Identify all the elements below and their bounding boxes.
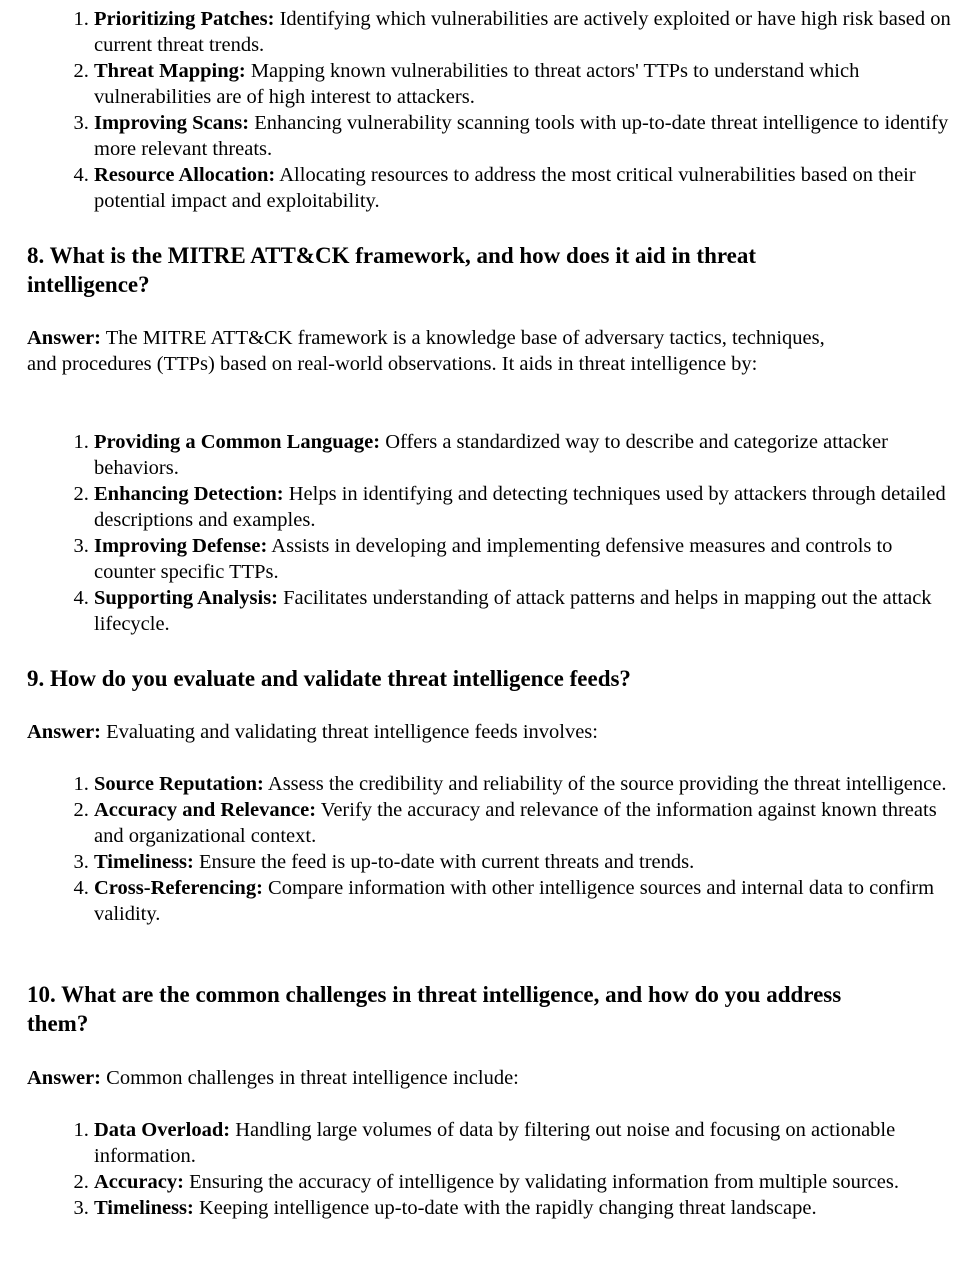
list-item-term: Improving Defense: [94, 535, 268, 557]
list-item [94, 162, 954, 214]
list-item [94, 1117, 954, 1169]
list-item-text: Mapping known vulnerabilities to threat actors' TTPs to understand which vulnerabilities are of high interest to attackers. [94, 60, 860, 108]
answer-label: Answer: [27, 1067, 102, 1089]
list-item-text: Assess the credibility and reliability of the source providing the threat intelligence. [263, 773, 947, 795]
list-item [94, 429, 954, 481]
question-9-list [27, 771, 954, 927]
answer-text: Common challenges in threat intelligence include: [101, 1067, 519, 1089]
list-item-term: Accuracy: [94, 1171, 184, 1193]
list-item-text: Allocating resources to address the most critical vulnerabilities based on their potential impact and exploitability. [94, 164, 916, 212]
list-item-term: Improving Scans: [94, 112, 250, 134]
list-item-text: Assists in developing and implementing defensive measures and controls to counter specific TTPs. [94, 535, 893, 583]
list-item-text: Ensure the feed is up-to-date with current threats and trends. [193, 851, 695, 873]
list-item-text: Ensuring the accuracy of intelligence by validating information from multiple sources. [183, 1171, 899, 1193]
list-item [94, 1195, 954, 1221]
list-item-text: Verify the accuracy and relevance of the information against known threats and organizational context. [94, 799, 937, 847]
list-item-text: Identifying which vulnerabilities are actively exploited or have high risk based on current threat trends. [94, 8, 951, 56]
question-8-list [27, 429, 954, 637]
list-item-term: Threat Mapping: [94, 60, 246, 82]
answer-text: The MITRE ATT&CK framework is a knowledge base of adversary tactics, techniques, and procedures (TTPs) based on real-world observations. It aids in threat intelligence by: [27, 327, 825, 375]
list-item-term: Accuracy and Relevance: [94, 799, 317, 821]
question-9-answer [27, 719, 907, 745]
list-item-term: Cross-Referencing: [94, 877, 263, 899]
list-item [94, 1169, 954, 1195]
list-item [94, 533, 954, 585]
list-item [94, 58, 954, 110]
list-item [94, 849, 954, 875]
list-item [94, 797, 954, 849]
list-item [94, 875, 954, 927]
list-item-term: Prioritizing Patches: [94, 8, 275, 30]
list-item-text: Compare information with other intelligence sources and internal data to confirm validity. [94, 877, 935, 925]
list-item-text: Handling large volumes of data by filtering out noise and focusing on actionable information. [94, 1119, 896, 1167]
list-item-term: Resource Allocation: [94, 164, 276, 186]
list-item [94, 771, 954, 797]
list-item-term: Supporting Analysis: [94, 587, 278, 609]
list-item-text: Keeping intelligence up-to-date with the rapidly changing threat landscape. [193, 1197, 817, 1219]
list-item-text: Facilitates understanding of attack patterns and helps in mapping out the attack lifecycle. [94, 587, 932, 635]
question-10-list [27, 1117, 954, 1221]
list-item [94, 110, 954, 162]
list-item [94, 585, 954, 637]
list-item-term: Data Overload: [94, 1119, 231, 1141]
list-item-text: Enhancing vulnerability scanning tools with up-to-date threat intelligence to identify more relevant threats. [94, 112, 949, 160]
list-item-text: Helps in identifying and detecting techniques used by attackers through detailed descriptions and examples. [94, 483, 946, 531]
answer-label: Answer: [27, 721, 102, 743]
list-item-term: Providing a Common Language: [94, 431, 381, 453]
answer-label: Answer: [27, 327, 102, 349]
list-item-term: Source Reputation: [94, 773, 264, 795]
list-item-term: Timeliness: [94, 851, 194, 873]
question-8-answer [27, 325, 827, 377]
answer-text: Evaluating and validating threat intelligence feeds involves: [101, 721, 598, 743]
list-item [94, 6, 954, 58]
top-list [27, 6, 954, 214]
question-9-heading: 9. How do you evaluate and validate threat intelligence feeds? [27, 666, 631, 691]
list-item-term: Enhancing Detection: [94, 483, 284, 505]
question-10-answer [27, 1065, 907, 1091]
list-item-text: Offers a standardized way to describe and categorize attacker behaviors. [94, 431, 888, 479]
list-item-term: Timeliness: [94, 1197, 194, 1219]
list-item [94, 481, 954, 533]
question-8-heading: 8. What is the MITRE ATT&CK framework, and how does it aid in threat intelligence? [27, 243, 757, 297]
question-10-heading: 10. What are the common challenges in threat intelligence, and how do you address them? [27, 982, 842, 1036]
